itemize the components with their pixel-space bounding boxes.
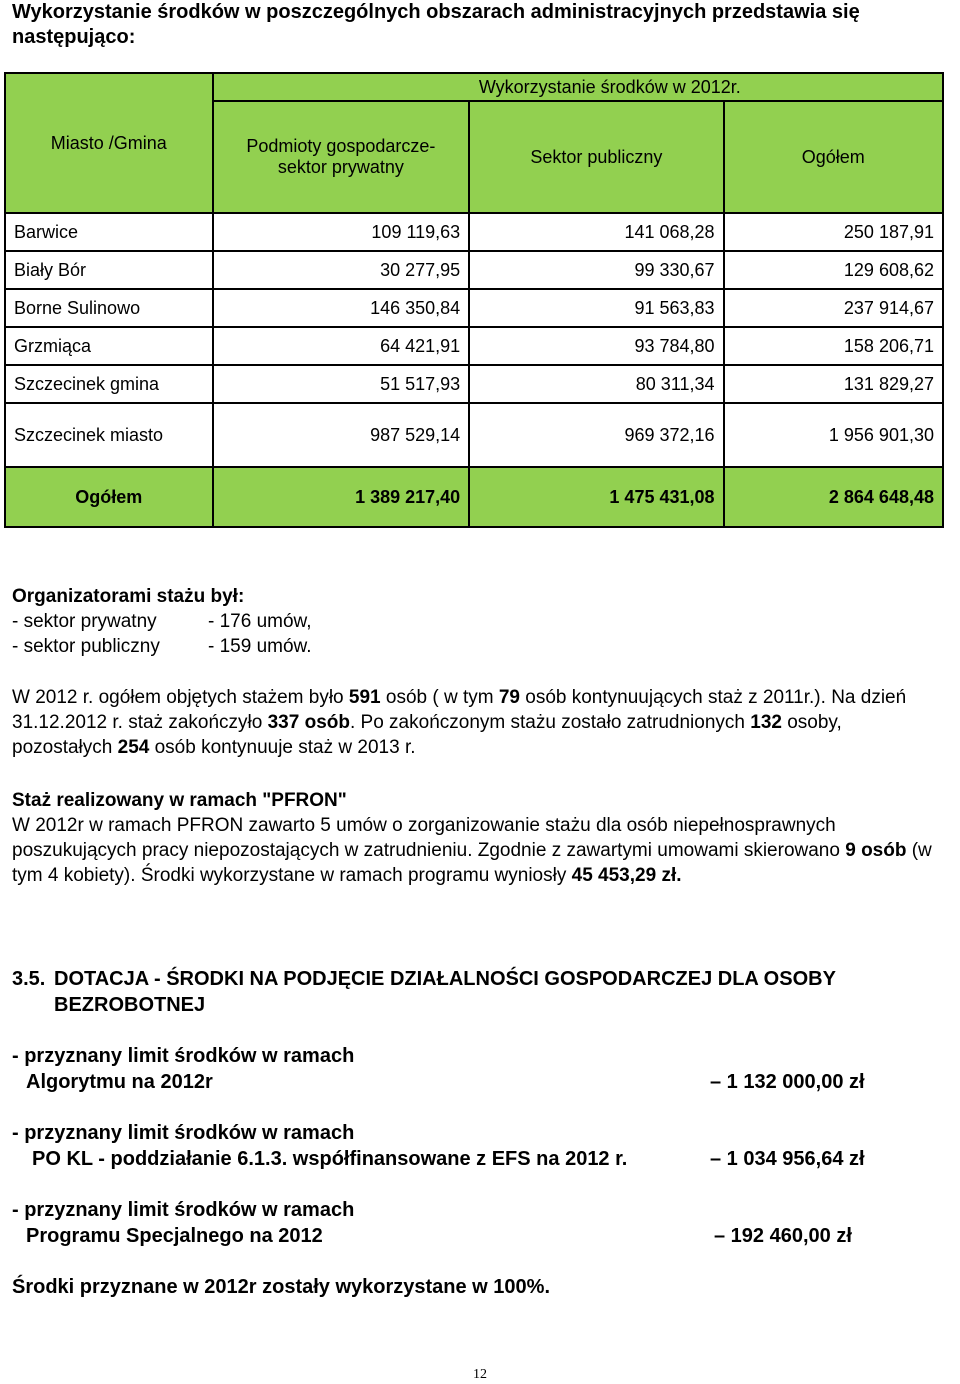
cell-city: Biały Bór <box>5 251 213 289</box>
funds-table <box>4 72 944 528</box>
cell-city: Szczecinek gmina <box>5 365 213 403</box>
organizers-public-value: - 159 umów. <box>208 636 312 657</box>
cell-total: 250 187,91 <box>724 213 943 251</box>
organizers-line-private <box>12 609 960 634</box>
organizers-private-value: - 176 umów, <box>208 611 312 632</box>
limit-value: – 1 034 956,64 zł <box>710 1148 865 1170</box>
limit-line2: Programu Specjalnego na 2012 <box>26 1225 323 1247</box>
cell-private: 64 421,91 <box>213 327 470 365</box>
cell-total: 158 206,71 <box>724 327 943 365</box>
intro-heading: Wykorzystanie środków w poszczególnych obszarach administracyjnych przedstawia się następująco: <box>12 1 860 48</box>
section-title: DOTACJA - ŚRODKI NA PODJĘCIE DZIAŁALNOŚCI GOSPODARCZEJ DLA OSOBY BEZROBOTNEJ <box>54 968 836 1016</box>
cell-total: 131 829,27 <box>724 365 943 403</box>
cell-private: 146 350,84 <box>213 289 470 327</box>
cell-public: 141 068,28 <box>469 213 723 251</box>
cell-private: 30 277,95 <box>213 251 470 289</box>
cell-public: 91 563,83 <box>469 289 723 327</box>
cell-private: 51 517,93 <box>213 365 470 403</box>
cell-city: Barwice <box>5 213 213 251</box>
cell-public: 93 784,80 <box>469 327 723 365</box>
organizers-public-label: - sektor publiczny <box>12 636 160 657</box>
total-public: 1 475 431,08 <box>469 467 723 527</box>
cell-total: 1 956 901,30 <box>724 403 943 467</box>
section-number: 3.5. <box>12 968 46 990</box>
cell-city: Szczecinek miasto <box>5 403 213 467</box>
pfron-text: W 2012r w ramach PFRON zawarto 5 umów o zorganizowanie stażu dla osób niepełnosprawnych poszukujących pracy niepozostających w zatrudnieniu. Zgodnie z zawartymi umowami skierowano 9 osób (w tym 4 kobiety). Środki wykorzystane w ramach programu wyniosły 45 453,29 zł. <box>12 815 932 886</box>
limit-value: – 192 460,00 zł <box>714 1225 852 1247</box>
total-total: 2 864 648,48 <box>724 467 943 527</box>
pfron-block <box>12 788 960 888</box>
organizers-private-label: - sektor prywatny <box>12 611 157 632</box>
col-header-private: Podmioty gospodarcze- sektor prywatny <box>213 101 470 213</box>
cell-city: Borne Sulinowo <box>5 289 213 327</box>
limit-value: – 1 132 000,00 zł <box>710 1071 865 1093</box>
cell-private: 109 119,63 <box>213 213 470 251</box>
table-row <box>5 365 943 403</box>
pfron-title: Staż realizowany w ramach "PFRON" <box>12 790 347 811</box>
total-label: Ogółem <box>5 467 213 527</box>
limit-line2: Algorytmu na 2012r <box>26 1071 213 1093</box>
cell-public: 99 330,67 <box>469 251 723 289</box>
organizers-line-public <box>12 634 960 659</box>
total-private: 1 389 217,40 <box>213 467 470 527</box>
cell-city: Grzmiąca <box>5 327 213 365</box>
cell-public: 969 372,16 <box>469 403 723 467</box>
limit-line1: - przyznany limit środków w ramach <box>12 1199 355 1221</box>
table-super-header: Wykorzystanie środków w 2012r. <box>213 73 943 101</box>
table-row <box>5 403 943 467</box>
cell-total: 237 914,67 <box>724 289 943 327</box>
limit-line1: - przyznany limit środków w ramach <box>12 1045 355 1067</box>
col-header-city: Miasto /Gmina <box>5 73 213 213</box>
closing-statement: Środki przyznane w 2012r zostały wykorzystane w 100%. <box>12 1276 551 1298</box>
organizers-block <box>12 584 960 659</box>
table-row <box>5 327 943 365</box>
table-row <box>5 289 943 327</box>
cell-total: 129 608,62 <box>724 251 943 289</box>
col-header-total: Ogółem <box>724 101 943 213</box>
cell-public: 80 311,34 <box>469 365 723 403</box>
limit-line2: PO KL - poddziałanie 6.1.3. współfinansowane z EFS na 2012 r. <box>32 1148 628 1170</box>
col-header-public: Sektor publiczny <box>469 101 723 213</box>
table-row <box>5 213 943 251</box>
table-row <box>5 251 943 289</box>
cell-private: 987 529,14 <box>213 403 470 467</box>
organizers-title: Organizatorami stażu był: <box>12 586 245 607</box>
table-total-row <box>5 467 943 527</box>
page-number: 12 <box>473 1367 487 1382</box>
limit-line1: - przyznany limit środków w ramach <box>12 1122 355 1144</box>
internship-paragraph: W 2012 r. ogółem objętych stażem było 591 osób ( w tym 79 osób kontynuujących staż z 2011r.). Na dzień 31.12.2012 r. staż zakończyło 337 osób. Po zakończonym stażu zostało zatrudnionych 132 osoby, pozostałych 254 osób kontynuuje staż w 2013 r. <box>12 687 907 758</box>
